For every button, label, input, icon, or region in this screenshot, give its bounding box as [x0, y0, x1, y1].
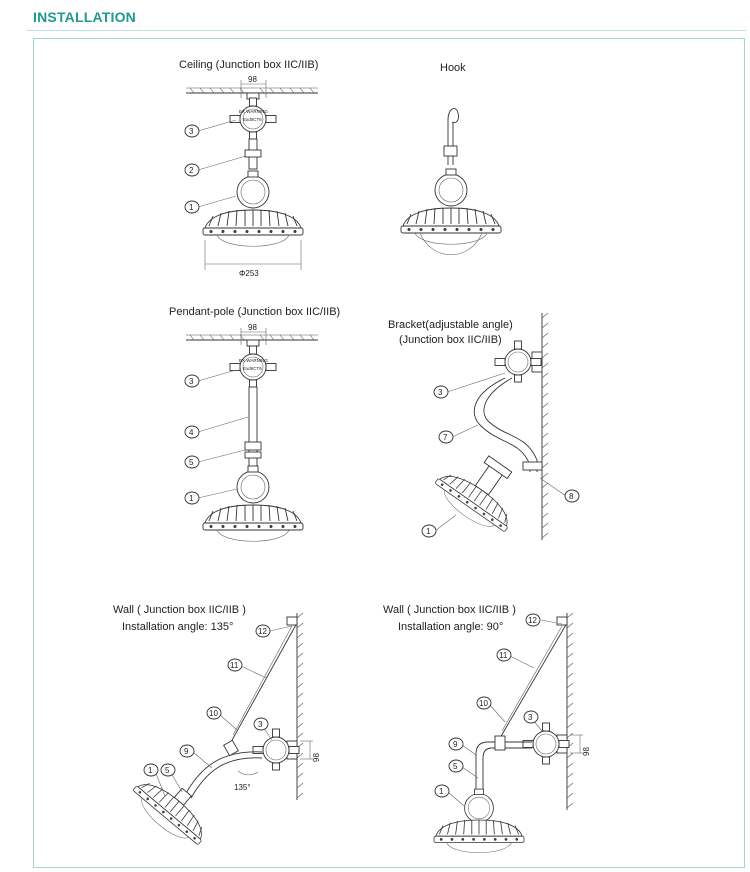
- wall135-callout-9: 9: [184, 747, 189, 756]
- wall90-callout-3: 3: [528, 713, 533, 722]
- wall90-title-line2: Installation angle: 90°: [398, 621, 504, 633]
- ceiling-title: Ceiling (Junction box IIC/IIB): [179, 59, 319, 71]
- bracket-callout-7: 7: [443, 433, 448, 442]
- bracket-callout-1: 1: [426, 527, 431, 536]
- wall135-title-line1: Wall ( Junction box IIC/IIB ): [113, 604, 246, 616]
- wall90-diagram: [434, 613, 591, 853]
- wall135-callout-5: 5: [165, 766, 170, 775]
- ceiling-callout-1: 1: [189, 203, 194, 212]
- pendant-callout-1: 1: [189, 494, 194, 503]
- wall90-callout-12: 12: [528, 616, 537, 625]
- pendant-diagram: [185, 323, 318, 541]
- hook-diagram: [401, 109, 501, 255]
- pendant-callout-3: 3: [189, 377, 194, 386]
- wall90-callout-11: 11: [499, 651, 508, 660]
- wall135-dim-side: 98: [312, 753, 321, 762]
- bracket-callout-3: 3: [438, 388, 443, 397]
- wall135-callout-1: 1: [148, 766, 153, 775]
- wall90-callout-9: 9: [453, 740, 458, 749]
- wall90-callout-5: 5: [453, 762, 458, 771]
- pendant-callout-4: 4: [189, 428, 194, 437]
- section-title: INSTALLATION: [33, 9, 136, 25]
- ceiling-callout-3: 3: [189, 127, 194, 136]
- bracket-title-line1: Bracket(adjustable angle): [388, 319, 513, 331]
- bracket-diagram: [422, 313, 579, 540]
- wall135-callout-10: 10: [209, 709, 218, 718]
- bracket-callout-8: 8: [569, 492, 574, 501]
- wall135-callout-11: 11: [230, 661, 239, 670]
- ceiling-dim-top: 98: [248, 75, 257, 84]
- ceiling-dim-bottom: Φ253: [239, 269, 259, 278]
- pendant-box-label2: ExdIICT6: [243, 366, 262, 371]
- ceiling-callout-2: 2: [189, 166, 194, 175]
- wall135-title-line2: Installation angle: 135°: [122, 621, 234, 633]
- wall135-callout-3: 3: [258, 720, 263, 729]
- wall135-callout-12: 12: [258, 627, 267, 636]
- wall90-title-line1: Wall ( Junction box IIC/IIB ): [383, 604, 516, 616]
- ceiling-box-label2: ExdIICT6: [243, 117, 262, 122]
- wall90-dim-side: 98: [582, 747, 591, 756]
- pendant-title: Pendant-pole (Junction box IIC/IIB): [169, 306, 341, 318]
- bracket-title-line2: (Junction box IIC/IIB): [399, 334, 502, 346]
- wall90-callout-1: 1: [439, 787, 444, 796]
- wall135-diagram: [127, 613, 321, 852]
- pendant-box-label1: EX WARNING: [239, 358, 268, 363]
- pendant-dim-top: 98: [248, 323, 257, 332]
- wall90-callout-10: 10: [479, 699, 488, 708]
- ceiling-box-label1: EX WARNING: [239, 109, 268, 114]
- pendant-callout-5: 5: [189, 458, 194, 467]
- hook-title: Hook: [440, 62, 466, 74]
- wall135-angle: 135°: [234, 783, 251, 792]
- ceiling-diagram: [185, 75, 318, 278]
